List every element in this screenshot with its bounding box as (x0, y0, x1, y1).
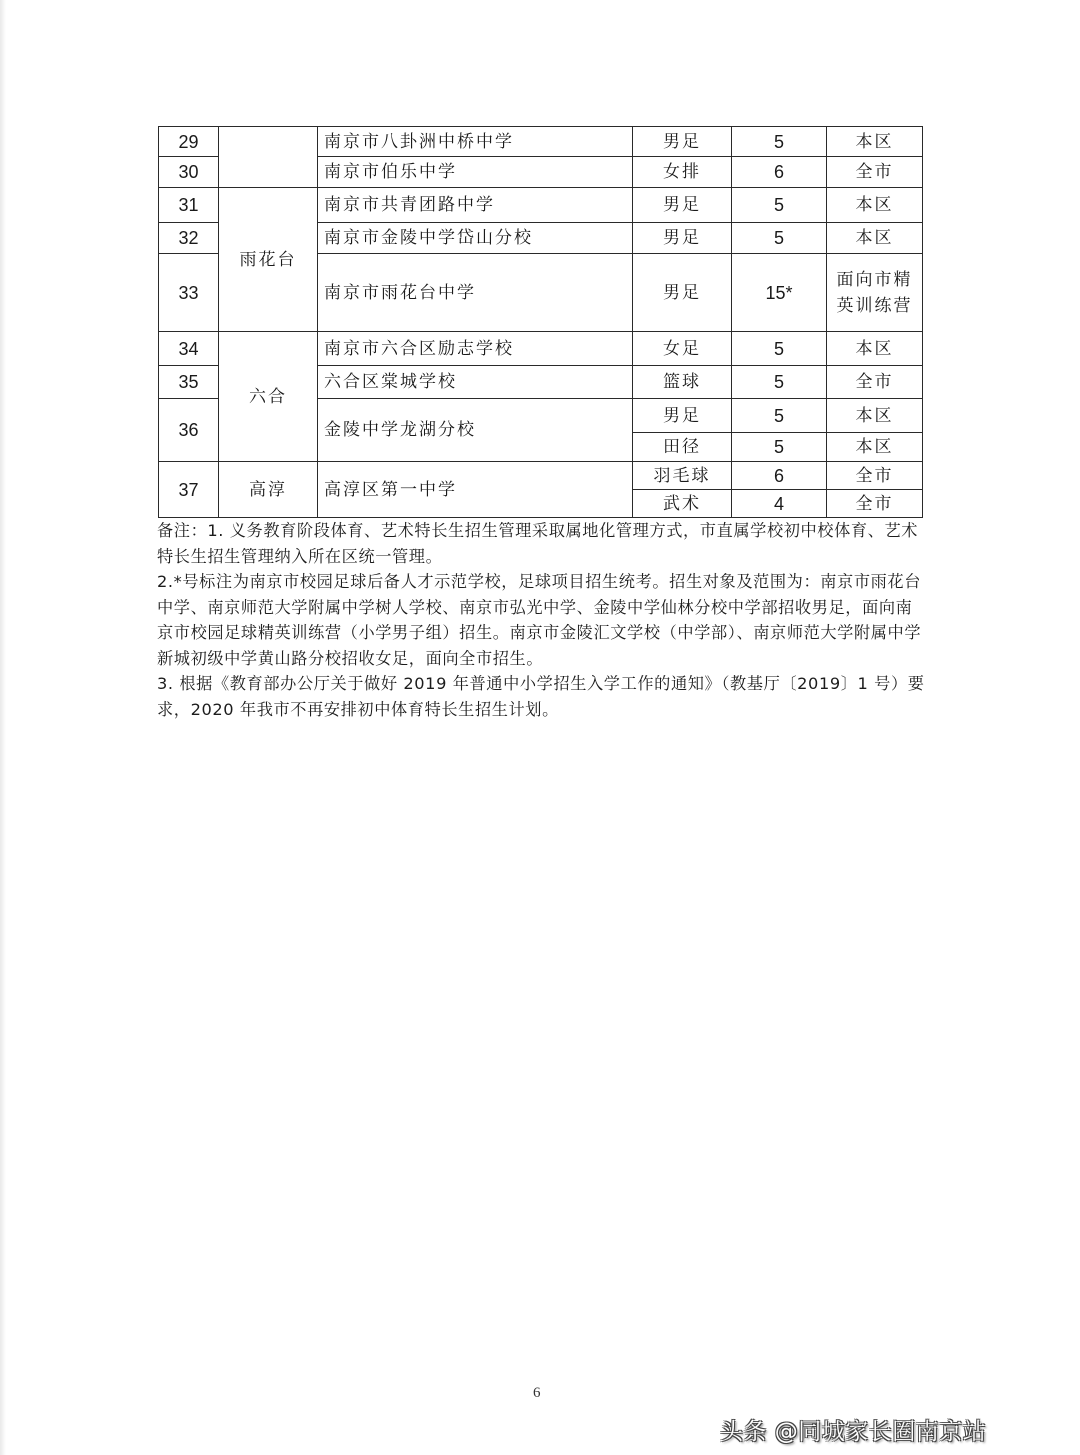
enroll-scope: 全市 (827, 157, 923, 188)
sport: 武术 (633, 490, 732, 518)
enroll-scope: 全市 (827, 490, 923, 518)
enroll-scope: 全市 (827, 366, 923, 399)
district-cell: 六合 (219, 332, 318, 462)
scope-line-1: 面向市精 (836, 269, 913, 290)
school-name: 南京市八卦洲中桥中学 (318, 127, 633, 157)
quota: 6 (732, 157, 827, 188)
row-number: 35 (159, 366, 219, 399)
enroll-scope: 本区 (827, 433, 923, 462)
row-number: 29 (159, 127, 219, 157)
enroll-scope: 本区 (827, 188, 923, 223)
enroll-scope (827, 254, 923, 332)
enroll-scope: 本区 (827, 127, 923, 157)
sport: 男足 (633, 254, 732, 332)
row-number: 31 (159, 188, 219, 223)
table-row (159, 332, 923, 366)
quota: 5 (732, 332, 827, 366)
remark-3: 3. 根据《教育部办公厅关于做好 2019 年普通中小学招生入学工作的通知》（教基厅〔2019〕1 号）要求，2020 年我市不再安排初中体育特长生招生计划。 (157, 674, 925, 719)
school-name: 金陵中学龙湖分校 (318, 399, 633, 462)
district-cell: 雨花台 (219, 188, 318, 332)
quota: 5 (732, 366, 827, 399)
quota: 6 (732, 462, 827, 490)
remarks-section (157, 518, 927, 722)
sport: 男足 (633, 188, 732, 223)
enroll-scope: 本区 (827, 223, 923, 254)
sport: 男足 (633, 223, 732, 254)
enroll-scope: 全市 (827, 462, 923, 490)
quota: 5 (732, 188, 827, 223)
quota: 5 (732, 433, 827, 462)
sport: 篮球 (633, 366, 732, 399)
sport: 男足 (633, 399, 732, 433)
row-number: 37 (159, 462, 219, 518)
school-name: 南京市六合区励志学校 (318, 332, 633, 366)
school-name: 南京市雨花台中学 (318, 254, 633, 332)
school-name: 南京市金陵中学岱山分校 (318, 223, 633, 254)
school-name: 高淳区第一中学 (318, 462, 633, 518)
row-number: 36 (159, 399, 219, 462)
row-number: 34 (159, 332, 219, 366)
sport: 羽毛球 (633, 462, 732, 490)
district-cell: 高淳 (219, 462, 318, 518)
quota: 5 (732, 127, 827, 157)
scope-line-2: 英训练营 (836, 295, 913, 316)
remark-2: 2.*号标注为南京市校园足球后备人才示范学校，足球项目招生统考。招生对象及范围为：南京市雨花台中学、南京师范大学附属中学树人学校、南京市弘光中学、金陵中学仙林分校中学部招收男足，面向南京市校园足球精英训练营（小学男子组）招生。南京市金陵汇文学校（中学部）、南京师范大学附属中学新城初级中学黄山路分校招收女足，面向全市招生。 (157, 572, 922, 668)
enroll-scope: 本区 (827, 399, 923, 433)
remark-1: 备注：1. 义务教育阶段体育、艺术特长生招生管理采取属地化管理方式，市直属学校初中校体育、艺术特长生招生管理纳入所在区统一管理。 (157, 521, 919, 566)
table-row (159, 127, 923, 157)
row-number: 32 (159, 223, 219, 254)
enrollment-table (158, 126, 923, 518)
page-number: 6 (533, 1385, 541, 1401)
quota: 4 (732, 490, 827, 518)
row-number: 30 (159, 157, 219, 188)
school-name: 六合区棠城学校 (318, 366, 633, 399)
table-row (159, 188, 923, 223)
sport: 女排 (633, 157, 732, 188)
table-row (159, 462, 923, 490)
quota: 15* (732, 254, 827, 332)
source-watermark: 头条 @同城家长圈南京站 (720, 1419, 987, 1445)
quota: 5 (732, 223, 827, 254)
row-number: 33 (159, 254, 219, 332)
school-name: 南京市共青团路中学 (318, 188, 633, 223)
quota: 5 (732, 399, 827, 433)
district-cell (219, 127, 318, 188)
sport: 田径 (633, 433, 732, 462)
sport: 女足 (633, 332, 732, 366)
enroll-scope: 本区 (827, 332, 923, 366)
page-edge-shadow (0, 0, 6, 1455)
school-name: 南京市伯乐中学 (318, 157, 633, 188)
sport: 男足 (633, 127, 732, 157)
